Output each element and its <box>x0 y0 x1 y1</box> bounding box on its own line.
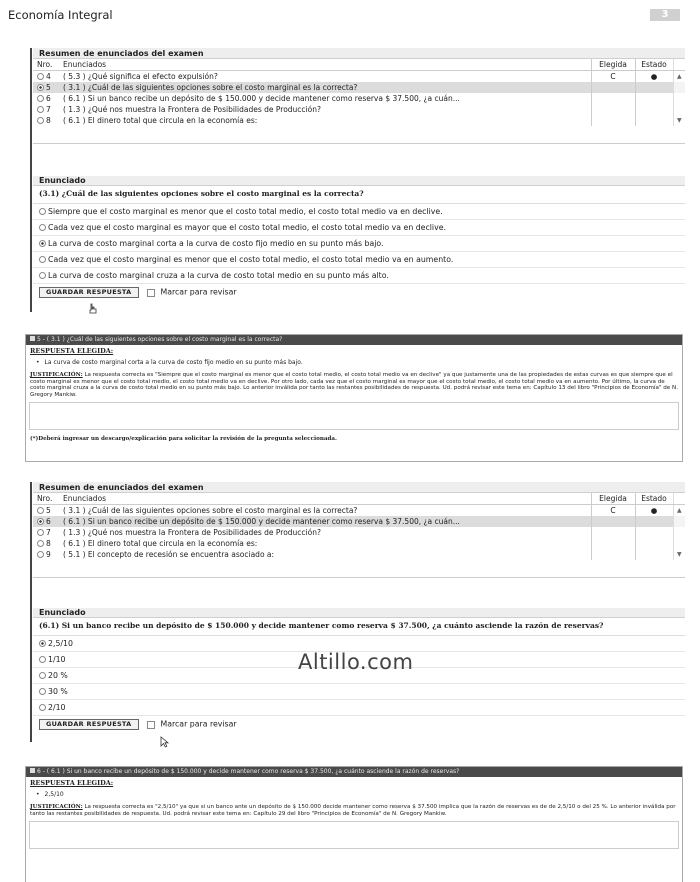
summary-header-row <box>33 493 685 505</box>
review-checkbox[interactable] <box>147 289 155 297</box>
chosen-answer-title: RESPUESTA ELEGIDA: <box>30 779 114 787</box>
option-label: Cada vez que el costo marginal es menor que el costo total medio, el costo total medio va en aumento. <box>48 255 454 264</box>
row-number: 8 <box>46 539 51 548</box>
exam-summary-panel <box>33 48 685 144</box>
option-label: Siempre que el costo marginal es menor que el costo total medio, el costo total medio va en declive. <box>48 207 443 216</box>
row-radio[interactable] <box>37 117 44 124</box>
option-label: La curva de costo marginal corta a la curva de costo fijo medio en su punto más bajo. <box>48 239 384 248</box>
actions-bar <box>33 284 685 302</box>
option-label: 30 % <box>48 687 68 696</box>
row-radio[interactable] <box>37 529 44 536</box>
enunciado-panel <box>33 176 685 302</box>
option-radio[interactable] <box>39 224 46 231</box>
row-text: ( 1.3 ) ¿Qué nos muestra la Frontera de Posibilidades de Producción? <box>63 528 321 537</box>
row-estado <box>635 82 673 93</box>
option-radio[interactable] <box>39 672 46 679</box>
col-estado-header: Estado <box>635 493 673 505</box>
scroll-down-icon[interactable]: ▼ <box>673 549 685 560</box>
summary-row[interactable] <box>33 538 685 549</box>
scrollbar-track[interactable] <box>673 59 685 71</box>
page-title: Economía Integral <box>8 8 113 22</box>
col-enunciados-header: Enunciados <box>59 59 591 71</box>
row-estado <box>635 104 673 115</box>
justification-label: JUSTIFICACIÓN: <box>30 804 83 810</box>
review-label: Marcar para revisar <box>160 719 237 729</box>
chosen-answer: • La curva de costo marginal corta a la curva de costo fijo medio en su punto más bajo. <box>26 355 682 368</box>
answer-option[interactable] <box>33 220 685 236</box>
option-label: 2/10 <box>48 703 66 712</box>
answer-option[interactable] <box>33 204 685 220</box>
chosen-answer: • 2,5/10 <box>26 787 682 800</box>
scrollbar-track[interactable] <box>673 93 685 104</box>
row-text: ( 3.1 ) ¿Cuál de las siguientes opciones sobre el costo marginal es la correcta? <box>59 82 591 93</box>
row-number: 9 <box>46 550 51 559</box>
row-text: ( 3.1 ) ¿Cuál de las siguientes opciones sobre el costo marginal es la correcta? <box>63 506 358 515</box>
answer-option[interactable] <box>33 268 685 284</box>
row-radio[interactable] <box>37 518 44 525</box>
scrollbar-track[interactable] <box>673 104 685 115</box>
chosen-answer-title: RESPUESTA ELEGIDA: <box>30 347 114 355</box>
row-number: 7 <box>46 528 51 537</box>
scrollbar-thumb[interactable] <box>673 82 685 93</box>
option-radio[interactable] <box>39 208 46 215</box>
answer-option[interactable] <box>33 684 685 700</box>
justification <box>26 368 682 398</box>
response-panel <box>25 334 683 462</box>
response-header <box>26 335 682 345</box>
scrollbar-thumb[interactable] <box>673 516 685 527</box>
summary-table <box>33 493 685 560</box>
row-text: ( 6.1 ) El dinero total que circula en la economía es: <box>63 116 258 125</box>
response-header-text: 5 - ( 3.1 ) ¿Cuál de las siguientes opciones sobre el costo marginal es la correcta? <box>37 336 283 343</box>
answer-option[interactable] <box>33 700 685 716</box>
row-text: ( 5.3 ) ¿Qué significa el efecto expulsión? <box>63 72 218 81</box>
summary-table <box>33 59 685 126</box>
row-elegida <box>591 549 635 560</box>
summary-title: Resumen de enunciados del examen <box>33 48 685 59</box>
bullet-square-icon <box>30 768 35 773</box>
justification-text: La respuesta correcta es "2,5/10" ya que si un banco ante un depósito de $ 150.000 decide mantener como reserva $ 37.500 implica que la razón de reservas es de de 2,5/10 o del 25 %. Lo anterior inválida por tanto las restantes posibilidades de respuesta. Ud. podrá revisar este tema en: Capítulo 29 del libro "Principios de Economía" de N. Gregory Mankiw. <box>30 804 676 817</box>
row-radio[interactable] <box>37 84 44 91</box>
row-number: 4 <box>46 72 51 81</box>
col-nro-header: Nro. <box>33 493 59 505</box>
row-elegida <box>591 115 635 126</box>
row-elegida <box>591 527 635 538</box>
row-elegida <box>591 93 635 104</box>
row-estado: ● <box>635 505 673 517</box>
option-label: 1/10 <box>48 655 66 664</box>
option-radio[interactable] <box>39 272 46 279</box>
row-text: ( 6.1 ) Si un banco recibe un depósito de $ 150.000 y decide mantener como reserva $ 37.500, ¿a cuán... <box>59 516 591 527</box>
option-label: Cada vez que el costo marginal es mayor que el costo total medio, el costo total medio va en declive. <box>48 223 446 232</box>
review-label: Marcar para revisar <box>160 287 237 297</box>
row-number: 5 <box>46 83 51 92</box>
summary-row[interactable] <box>33 115 685 126</box>
row-text: ( 1.3 ) ¿Qué nos muestra la Frontera de Posibilidades de Producción? <box>63 105 321 114</box>
row-number: 6 <box>46 94 51 103</box>
row-number: 5 <box>46 506 51 515</box>
row-elegida: C <box>591 71 635 83</box>
option-radio[interactable] <box>39 688 46 695</box>
appeal-note: (*)Deberá ingresar un descargo/explicación para solicitar la revisión de la pregunta seleccionada. <box>30 436 338 442</box>
actions-bar <box>33 716 685 734</box>
scrollbar-track[interactable] <box>673 527 685 538</box>
option-label: 20 % <box>48 671 68 680</box>
row-elegida <box>591 104 635 115</box>
option-radio[interactable] <box>39 240 46 247</box>
row-elegida <box>591 538 635 549</box>
summary-row[interactable] <box>33 93 685 104</box>
col-nro-header: Nro. <box>33 59 59 71</box>
row-radio[interactable] <box>37 106 44 113</box>
row-estado <box>635 538 673 549</box>
row-elegida <box>591 516 635 527</box>
summary-row-selected[interactable] <box>33 516 685 527</box>
col-estado-header: Estado <box>635 59 673 71</box>
arrow-cursor-icon <box>160 736 170 748</box>
justification-label: JUSTIFICACIÓN: <box>30 372 83 378</box>
page-number: 3 <box>650 9 680 21</box>
scrollbar-track[interactable] <box>673 493 685 505</box>
row-number: 8 <box>46 116 51 125</box>
row-radio[interactable] <box>37 551 44 558</box>
row-estado: ● <box>635 71 673 83</box>
exam-summary-panel <box>33 482 685 578</box>
scrollbar-track[interactable] <box>673 538 685 549</box>
frame-edge <box>30 48 32 312</box>
justification <box>26 800 682 817</box>
bullet-square-icon <box>30 336 35 341</box>
option-label: 2,5/10 <box>48 639 73 648</box>
row-elegida <box>591 82 635 93</box>
option-radio[interactable] <box>39 640 46 647</box>
appeal-textarea[interactable] <box>29 821 679 849</box>
review-checkbox[interactable] <box>147 721 155 729</box>
col-elegida-header: Elegida <box>591 493 635 505</box>
summary-row[interactable] <box>33 549 685 560</box>
summary-row[interactable] <box>33 104 685 115</box>
row-text: ( 5.1 ) El concepto de recesión se encuentra asociado a: <box>63 550 275 559</box>
answer-option-selected[interactable] <box>33 236 685 252</box>
page-header <box>0 0 700 32</box>
hand-cursor-icon <box>88 303 98 315</box>
row-radio[interactable] <box>37 540 44 547</box>
question-text: (6.1) Si un banco recibe un depósito de $ 150.000 y decide mantener como reserva $ 37.500, ¿a cuánto asciende la razón de reservas? <box>33 618 685 636</box>
option-radio[interactable] <box>39 704 46 711</box>
row-radio[interactable] <box>37 95 44 102</box>
option-radio[interactable] <box>39 656 46 663</box>
save-answer-button[interactable]: GUARDAR RESPUESTA <box>39 719 139 730</box>
summary-row[interactable] <box>33 527 685 538</box>
row-radio[interactable] <box>37 507 44 514</box>
response-panel <box>25 766 683 882</box>
answer-option[interactable] <box>33 252 685 268</box>
row-number: 7 <box>46 105 51 114</box>
row-estado <box>635 516 673 527</box>
enunciado-title: Enunciado <box>33 608 685 618</box>
summary-row-selected[interactable] <box>33 82 685 93</box>
option-radio[interactable] <box>39 256 46 263</box>
save-answer-button[interactable]: GUARDAR RESPUESTA <box>39 287 139 298</box>
option-label: La curva de costo marginal cruza a la curva de costo total medio en su punto más alto. <box>48 271 389 280</box>
col-enunciados-header: Enunciados <box>59 493 591 505</box>
summary-row[interactable] <box>33 71 685 83</box>
scroll-up-icon[interactable]: ▲ <box>673 71 685 83</box>
enunciado-title: Enunciado <box>33 176 685 186</box>
scroll-up-icon[interactable]: ▲ <box>673 505 685 517</box>
appeal-textarea[interactable] <box>29 402 679 430</box>
watermark: Altillo.com <box>298 650 414 674</box>
row-number: 6 <box>46 517 51 526</box>
row-estado <box>635 93 673 104</box>
question-text: (3.1) ¿Cuál de las siguientes opciones sobre el costo marginal es la correcta? <box>33 186 685 204</box>
scroll-down-icon[interactable]: ▼ <box>673 115 685 126</box>
response-header-text: 6 - ( 6.1 ) Si un banco recibe un depósito de $ 150.000 y decide mantener como reserva $ 37.500, ¿a cuánto asciende la razón de reservas? <box>37 768 460 775</box>
col-elegida-header: Elegida <box>591 59 635 71</box>
summary-row[interactable] <box>33 505 685 517</box>
justification-text: La respuesta correcta es "Siempre que el costo marginal es menor que el costo total medio, el costo total medio va en declive" ya que justamente una de las propiedades de estas curvas es que siempre que el costo marginal es menor que el costo total medio, el costo total medio va en declive. Por otro lado, cada vez que el costo marginal es mayor que el costo total medio, el costo total medio va en aumento. Por último, la curva de costo marginal cruza a la curva de costo total medio en su punto más bajo. Lo anterior inválida por tanto las restantes posibilidades de respuesta. Ud. podrá revisar este tema en: Capítulo 13 del libro "Principios de Economía" de N. Gregory Mankiw. <box>30 372 678 398</box>
row-estado <box>635 527 673 538</box>
row-estado <box>635 549 673 560</box>
summary-title: Resumen de enunciados del examen <box>33 482 685 493</box>
response-header <box>26 767 682 777</box>
row-elegida: C <box>591 505 635 517</box>
row-text: ( 6.1 ) Si un banco recibe un depósito de $ 150.000 y decide mantener como reserva $ 37.500, ¿a cuán... <box>63 94 460 103</box>
row-estado <box>635 115 673 126</box>
frame-edge <box>30 482 32 742</box>
row-radio[interactable] <box>37 73 44 80</box>
row-text: ( 6.1 ) El dinero total que circula en la economía es: <box>63 539 258 548</box>
summary-header-row <box>33 59 685 71</box>
